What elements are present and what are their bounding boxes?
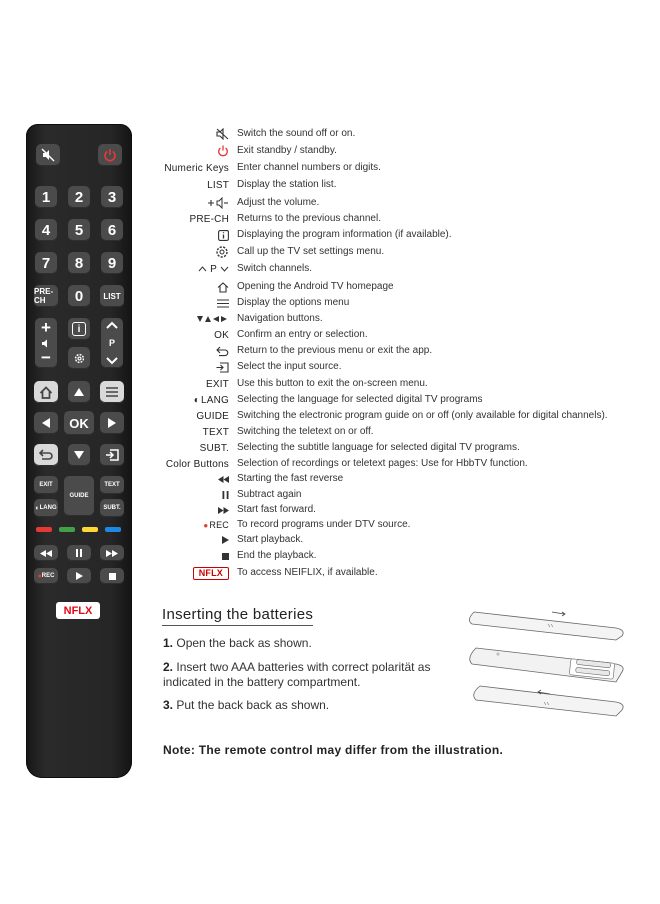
legend-row bbox=[150, 177, 650, 193]
legend-desc: Selection of recordings or teletext pages: Use for HbbTV function. bbox=[237, 458, 528, 469]
legend-row bbox=[150, 143, 650, 159]
lang-label: LANG bbox=[39, 505, 57, 511]
legend-row bbox=[150, 532, 650, 548]
nav-down-button[interactable] bbox=[68, 444, 90, 466]
mute-icon bbox=[41, 148, 55, 162]
channel-label: P bbox=[108, 338, 115, 348]
legend-row bbox=[150, 126, 650, 142]
lang-icon: ◐ bbox=[193, 394, 200, 406]
back-button[interactable] bbox=[34, 444, 58, 466]
info-button[interactable] bbox=[68, 318, 90, 340]
mute-button[interactable] bbox=[36, 144, 60, 166]
legend-key bbox=[198, 261, 229, 277]
play-icon bbox=[222, 536, 229, 544]
step-number: 2. bbox=[163, 660, 174, 674]
legend-key bbox=[216, 343, 229, 359]
legend-desc: To access NEIFLIX, if available. bbox=[237, 567, 378, 578]
key-3[interactable]: 3 bbox=[101, 186, 123, 208]
legend-row bbox=[150, 502, 650, 518]
channel-down-icon bbox=[220, 266, 229, 272]
input-source-button[interactable] bbox=[100, 444, 124, 466]
legend-key: SUBT. bbox=[199, 442, 229, 454]
power-button[interactable] bbox=[98, 144, 122, 166]
legend-key: OK bbox=[214, 329, 229, 341]
battery-compartment-illustration bbox=[470, 648, 623, 682]
legend-key bbox=[222, 487, 229, 503]
legend-desc: Display the options menu bbox=[237, 297, 350, 308]
nav-up-button[interactable] bbox=[68, 381, 90, 403]
step-number: 3. bbox=[163, 698, 174, 712]
legend-key bbox=[217, 143, 229, 159]
key-9[interactable]: 9 bbox=[101, 252, 123, 274]
legend-desc: Switching the electronic program guide on or off (only available for digital channels). bbox=[237, 410, 608, 421]
settings-button[interactable] bbox=[68, 347, 90, 369]
channel-up-icon bbox=[106, 321, 118, 329]
legend-key: LIST bbox=[207, 179, 229, 191]
nav-left-button[interactable] bbox=[34, 412, 58, 434]
input-source-icon bbox=[216, 362, 229, 373]
ok-button[interactable]: OK bbox=[64, 411, 94, 435]
step-text: Open the back as shown. bbox=[176, 636, 312, 650]
legend-row bbox=[150, 343, 650, 359]
legend-key-label: P bbox=[210, 263, 217, 275]
green-button[interactable] bbox=[59, 527, 75, 532]
fast-forward-icon bbox=[218, 507, 229, 514]
options-menu-icon bbox=[217, 299, 229, 308]
arrow-down-icon bbox=[74, 451, 84, 459]
legend-desc: Subtract again bbox=[237, 489, 302, 500]
legend-row bbox=[150, 456, 650, 472]
legend-key bbox=[217, 279, 229, 295]
legend-row bbox=[150, 211, 650, 227]
legend-key: Color Buttons bbox=[165, 458, 229, 470]
legend-row bbox=[150, 261, 650, 277]
legend-desc: Switch the sound off or on. bbox=[237, 128, 356, 139]
legend-desc: Use this button to exit the on-screen menu. bbox=[237, 378, 428, 389]
mute-icon bbox=[216, 128, 229, 140]
legend-row bbox=[150, 244, 650, 260]
fast-forward-icon bbox=[106, 550, 118, 557]
volume-down-icon: − bbox=[41, 348, 51, 367]
legend-key bbox=[218, 471, 229, 487]
text-button[interactable]: TEXT bbox=[100, 476, 124, 494]
rec-dot-icon: ● bbox=[37, 572, 42, 580]
legend-key bbox=[217, 295, 229, 311]
legend-row bbox=[150, 408, 650, 424]
menu-button[interactable] bbox=[100, 381, 124, 403]
pre-ch-button[interactable]: PRE-CH bbox=[34, 285, 58, 307]
legend-key bbox=[218, 502, 229, 518]
legend-key: GUIDE bbox=[196, 410, 229, 422]
legend-desc: Start playback. bbox=[237, 534, 304, 545]
legend-row bbox=[150, 471, 650, 487]
legend-desc: Adjust the volume. bbox=[237, 197, 320, 208]
lang-icon: ◐ bbox=[35, 504, 40, 512]
legend-desc: Navigation buttons. bbox=[237, 313, 323, 324]
back-icon bbox=[39, 449, 53, 461]
battery-step bbox=[163, 698, 453, 713]
legend-key-label: REC bbox=[209, 520, 229, 530]
fast-forward-button[interactable] bbox=[100, 545, 124, 561]
info-icon: i bbox=[72, 322, 86, 336]
channel-rocker[interactable] bbox=[101, 318, 123, 368]
input-source-icon bbox=[105, 449, 119, 461]
key-2[interactable]: 2 bbox=[68, 186, 90, 208]
legend-row bbox=[150, 440, 650, 456]
home-button[interactable] bbox=[34, 381, 58, 403]
power-icon bbox=[217, 145, 229, 157]
list-button[interactable]: LIST bbox=[100, 285, 124, 307]
stop-icon bbox=[109, 573, 116, 580]
back-cover-closed-illustration bbox=[474, 686, 623, 716]
legend-desc: Exit standby / standby. bbox=[237, 145, 337, 156]
rec-button[interactable] bbox=[34, 568, 58, 584]
info-icon bbox=[218, 230, 229, 241]
legend-desc: Switch channels. bbox=[237, 263, 313, 274]
settings-gear-icon bbox=[215, 245, 229, 259]
speaker-icon bbox=[41, 339, 51, 348]
legend-row bbox=[150, 548, 650, 564]
fast-reverse-button[interactable] bbox=[34, 545, 58, 561]
legend-key: PRE-CH bbox=[189, 213, 229, 225]
step-number: 1. bbox=[163, 636, 174, 650]
legend-key-label: LANG bbox=[200, 394, 229, 406]
legend-row bbox=[150, 160, 650, 176]
legend-desc: Start fast forward. bbox=[237, 504, 316, 515]
home-icon bbox=[217, 282, 229, 293]
fast-reverse-icon bbox=[218, 476, 229, 483]
step-text: Put the back back as shown. bbox=[176, 698, 330, 712]
exit-button[interactable]: EXIT bbox=[34, 476, 58, 494]
key-8[interactable]: 8 bbox=[68, 252, 90, 274]
batteries-title: Inserting the batteries bbox=[162, 606, 313, 626]
legend-row bbox=[150, 392, 650, 408]
pause-icon bbox=[75, 549, 83, 557]
arrow-right-icon bbox=[108, 418, 116, 428]
rec-label: REC bbox=[41, 573, 55, 579]
legend-desc: Select the input source. bbox=[237, 361, 342, 372]
legend-row bbox=[150, 565, 650, 581]
legend-desc: Starting the fast reverse bbox=[237, 473, 344, 484]
legend-row bbox=[150, 295, 650, 311]
legend-key bbox=[203, 517, 229, 533]
netflix-button[interactable]: NFLX bbox=[56, 602, 100, 619]
stop-button[interactable] bbox=[100, 568, 124, 584]
volume-up-icon: + bbox=[41, 318, 51, 337]
legend-desc: Return to the previous menu or exit the app. bbox=[237, 345, 433, 356]
legend-row bbox=[150, 279, 650, 295]
battery-diagram bbox=[466, 598, 636, 718]
legend-key bbox=[216, 126, 229, 142]
yellow-button[interactable] bbox=[82, 527, 98, 532]
blue-button[interactable] bbox=[105, 527, 121, 532]
legend-row bbox=[150, 359, 650, 375]
back-cover-open-illustration bbox=[469, 612, 623, 640]
legend-key bbox=[216, 359, 229, 375]
volume-rocker[interactable] bbox=[35, 318, 57, 368]
legend-key bbox=[193, 565, 229, 581]
disclaimer-note: Note: The remote control may differ from the illustration. bbox=[163, 743, 504, 757]
legend-desc: Opening the Android TV homepage bbox=[237, 281, 394, 292]
legend-desc: Returns to the previous channel. bbox=[237, 213, 381, 224]
legend-row bbox=[150, 517, 650, 533]
legend-key bbox=[194, 392, 229, 408]
channel-down-icon bbox=[106, 357, 118, 365]
legend-key bbox=[218, 227, 229, 243]
legend-desc: Displaying the program information (if available). bbox=[237, 229, 452, 240]
legend-key bbox=[222, 532, 229, 548]
legend-row bbox=[150, 311, 650, 327]
power-icon bbox=[103, 148, 117, 162]
legend-key bbox=[207, 195, 229, 211]
step-text: Insert two AAA batteries with correct polarität as indicated in the battery compartment. bbox=[163, 660, 431, 689]
legend-key bbox=[222, 548, 229, 564]
battery-step bbox=[163, 636, 453, 651]
legend-key: EXIT bbox=[205, 378, 229, 390]
legend-key: Numeric Keys bbox=[164, 162, 229, 174]
key-7[interactable]: 7 bbox=[35, 252, 57, 274]
rec-dot-icon: ● bbox=[203, 520, 209, 530]
legend-desc: Switching the teletext on or off. bbox=[237, 426, 374, 437]
options-menu-icon bbox=[106, 387, 118, 397]
legend-key bbox=[197, 311, 229, 327]
legend-desc: Call up the TV set settings menu. bbox=[237, 246, 385, 257]
legend-row bbox=[150, 487, 650, 503]
legend-row bbox=[150, 327, 650, 343]
arrow-up-icon bbox=[74, 388, 84, 396]
legend-row bbox=[150, 227, 650, 243]
home-icon bbox=[39, 386, 53, 399]
legend-desc: Enter channel numbers or digits. bbox=[237, 162, 381, 173]
arrow-left-icon bbox=[42, 418, 50, 428]
legend-desc: To record programs under DTV source. bbox=[237, 519, 411, 530]
legend-row bbox=[150, 424, 650, 440]
legend-row bbox=[150, 195, 650, 211]
netflix-badge: NFLX bbox=[193, 567, 229, 580]
legend-desc: End the playback. bbox=[237, 550, 317, 561]
play-button[interactable] bbox=[67, 568, 91, 584]
stop-icon bbox=[222, 553, 229, 560]
battery-step bbox=[163, 660, 443, 690]
key-4[interactable]: 4 bbox=[35, 219, 57, 241]
key-5[interactable]: 5 bbox=[68, 219, 90, 241]
legend-row bbox=[150, 376, 650, 392]
channel-up-icon bbox=[198, 266, 207, 272]
nav-right-button[interactable] bbox=[100, 412, 124, 434]
fast-reverse-icon bbox=[40, 550, 52, 557]
key-0[interactable]: 0 bbox=[68, 285, 90, 307]
pause-icon bbox=[222, 491, 229, 499]
key-6[interactable]: 6 bbox=[101, 219, 123, 241]
key-1[interactable]: 1 bbox=[35, 186, 57, 208]
legend-key bbox=[215, 244, 229, 260]
navigation-arrows-icon bbox=[197, 315, 229, 323]
back-icon bbox=[216, 346, 229, 357]
legend-desc: Confirm an entry or selection. bbox=[237, 329, 368, 340]
pause-button[interactable] bbox=[67, 545, 91, 561]
legend-desc: Selecting the subtitle language for selected digital TV programs. bbox=[237, 442, 520, 453]
legend-desc: Selecting the language for selected digital TV programs bbox=[237, 394, 483, 405]
red-button[interactable] bbox=[36, 527, 52, 532]
settings-gear-icon bbox=[73, 352, 86, 365]
subt-button[interactable]: SUBT. bbox=[100, 499, 124, 517]
guide-button[interactable]: GUIDE bbox=[64, 476, 94, 516]
volume-icon bbox=[207, 197, 229, 209]
remote-control bbox=[26, 124, 132, 778]
legend-key: TEXT bbox=[202, 426, 229, 438]
lang-button[interactable] bbox=[34, 499, 58, 517]
legend-desc: Display the station list. bbox=[237, 179, 337, 190]
play-icon bbox=[76, 572, 83, 580]
